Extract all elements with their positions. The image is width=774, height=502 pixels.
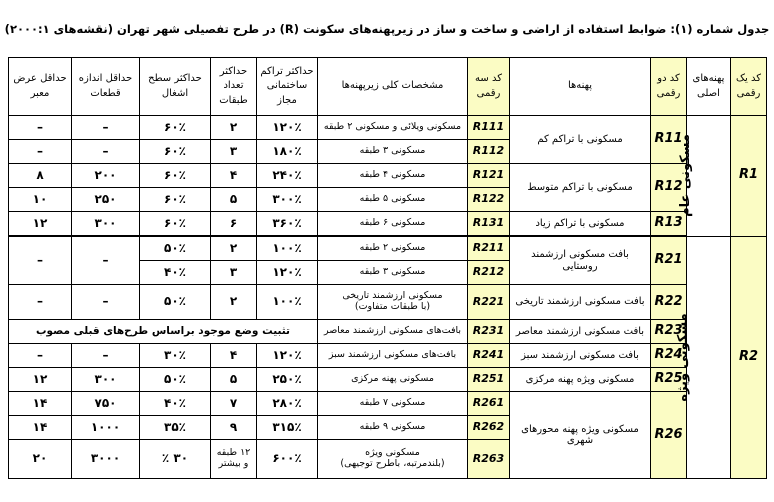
density-cell: ۱۰۰٪ [257,236,318,261]
coverage-cell: ۶۰٪ [140,116,211,140]
lot-cell: ۳۰۰ [72,368,140,392]
header-max-floors: حداکثر تعداد طبقات [211,58,257,116]
zone-name-r26: مسکونی ویژه پهنه محورهای شهری [510,392,651,479]
floors-cell: ۷ [211,392,257,416]
road-cell: ۸ [9,164,72,188]
group-name-r2 [675,236,731,479]
road-cell: – [9,344,72,368]
sub-code: R111 [468,116,510,140]
group-code-r2: R2 [731,236,767,479]
sub-desc: مسکونی ۴ طبقه [318,164,468,188]
road-cell: – [9,116,72,140]
stabilize-note: تثبیت وضع موجود براساس طرح‌های قبلی مصوب [9,320,318,344]
sub-code: R263 [468,440,510,479]
coverage-cell: ۶۰٪ [140,188,211,212]
sub-code: R251 [468,368,510,392]
road-cell: ۱۴ [9,416,72,440]
table-row [9,285,767,320]
coverage-cell: ۶۰٪ [140,140,211,164]
lot-cell: ۲۵۰ [72,188,140,212]
group-code-r1: R1 [731,116,767,237]
coverage-cell: ۵۰٪ [140,285,211,320]
lot-cell: ۳۰۰ [72,212,140,237]
floors-cell: ۲ [211,236,257,261]
zone-name-r11: مسکونی با تراکم کم [510,116,651,164]
sub-desc: مسکونی ۹ طبقه [318,416,468,440]
table-row [9,368,767,392]
density-cell: ۱۲۰٪ [257,344,318,368]
floors-cell: ۳ [211,261,257,285]
header-min-lot: حداقل اندازه قطعات [72,58,140,116]
sub-desc-line2: (بلندمرتبه، باطرح توجیهی) [340,458,445,469]
lot-cell: ۲۰۰ [72,164,140,188]
lot-cell: – [72,344,140,368]
density-cell: ۳۶۰٪ [257,212,318,237]
table-title: جدول شماره (۱): ضوابط استفاده از اراضی و ساخت و ساز در زیرپهنه‌های سکونت (R) در طرح تفصیلی شهر تهران (نقشه‌های ۲۰۰۰:۱) [4,22,770,36]
road-cell: ۲۰ [9,440,72,479]
sub-desc: مسکونی ۳ طبقه [318,140,468,164]
sub-desc: مسکونی ویلائی و مسکونی ۲ طبقه [318,116,468,140]
zone-code-r12: R12 [651,164,687,212]
lot-cell: ۳۰۰۰ [72,440,140,479]
lot-cell: ۱۰۰۰ [72,416,140,440]
table-row [9,116,767,140]
road-cell: – [9,236,72,285]
density-cell: ۱۲۰٪ [257,116,318,140]
floors-cell: ۲ [211,116,257,140]
lot-cell: – [72,285,140,320]
floors-cell: ۳ [211,140,257,164]
sub-code: R112 [468,140,510,164]
coverage-cell: ۶۰٪ [140,164,211,188]
sub-desc: بافت‌های مسکونی ارزشمند سبز [318,344,468,368]
sub-desc: مسکونی ۶ طبقه [318,212,468,237]
sub-code: R211 [468,236,510,261]
sub-desc: مسکونی پهنه مرکزی [318,368,468,392]
coverage-cell: ۵۰٪ [140,368,211,392]
lot-cell: – [72,140,140,164]
table-row [9,236,767,261]
sub-desc: مسکونی ۳ طبقه [318,261,468,285]
zone-code-r24: R24 [651,344,687,368]
zone-code-r21: R21 [651,236,687,285]
density-cell: ۱۲۰٪ [257,261,318,285]
sub-desc-line2: (با طبقات متفاوت) [354,301,431,312]
zone-name-r22: بافت مسکونی ارزشمند تاریخی [510,285,651,320]
sub-desc: مسکونی ۵ طبقه [318,188,468,212]
zone-name-r13: مسکونی با تراکم زیاد [510,212,651,237]
header-max-coverage: حداکثر سطح اشغال [140,58,211,116]
density-cell: ۱۰۰٪ [257,285,318,320]
road-cell: ۱۴ [9,392,72,416]
sub-desc [318,440,468,479]
zone-code-r22: R22 [651,285,687,320]
floors-cell: ۵ [211,188,257,212]
sub-code: R221 [468,285,510,320]
road-cell: – [9,140,72,164]
floors-cell: ۲ [211,285,257,320]
header-sub-spec: مشخصات کلی زیرپهنه‌ها [318,58,468,116]
density-cell: ۳۰۰٪ [257,188,318,212]
lot-cell: ۷۵۰ [72,392,140,416]
header-code1: کد یک رقمی [731,58,767,116]
table-row [9,212,767,237]
zone-name-r21: بافت مسکونی ارزشمند روستایی [510,236,651,285]
zone-name-r23: بافت مسکونی ارزشمند معاصر [510,320,651,344]
sub-desc: مسکونی ۷ طبقه [318,392,468,416]
sub-desc-line1: مسکونی ارزشمند تاریخی [342,290,443,302]
coverage-cell: ۳۵٪ [140,416,211,440]
road-cell: – [9,285,72,320]
coverage-cell: ۴۰٪ [140,392,211,416]
sub-code: R122 [468,188,510,212]
density-cell: ۲۴۰٪ [257,164,318,188]
density-cell: ۳۱۵٪ [257,416,318,440]
sub-code: R231 [468,320,510,344]
group-name-r2-text: مسکونی ویژه [675,313,691,402]
floors-cell: ۹ [211,416,257,440]
sub-desc-line1: مسکونی ویژه [365,447,420,459]
lot-cell: – [72,116,140,140]
road-cell: ۱۰ [9,188,72,212]
coverage-cell: ۳۰٪ [140,344,211,368]
density-cell: ۱۸۰٪ [257,140,318,164]
floors-line2: و بیشتر [218,458,249,469]
coverage-cell: ۴۰٪ [140,261,211,285]
zone-code-r23: R23 [651,320,687,344]
sub-desc: بافت‌های مسکونی ارزشمند معاصر [318,320,468,344]
zone-code-r26: R26 [651,392,687,479]
lot-cell: – [72,236,140,285]
sub-code: R212 [468,261,510,285]
header-max-density: حداکثر تراکم ساختمانی مجاز [257,58,318,116]
zone-name-r24: بافت مسکونی ارزشمند سبز [510,344,651,368]
sub-desc: مسکونی ۲ طبقه [318,236,468,261]
group-name-r1-text: مسکونی عام [678,134,694,218]
road-cell: ۱۲ [9,212,72,237]
sub-code: R261 [468,392,510,416]
floors-cell: ۴ [211,164,257,188]
zone-name-r12: مسکونی با تراکم متوسط [510,164,651,212]
coverage-cell: ۵۰٪ [140,236,211,261]
floors-cell [211,440,257,479]
header-main-zone: پهنه‌های اصلی [687,58,731,116]
sub-code: R121 [468,164,510,188]
sub-code: R131 [468,212,510,237]
table-row [9,320,767,344]
coverage-cell: ۶۰٪ [140,212,211,237]
floors-cell: ۴ [211,344,257,368]
zone-code-r13: R13 [651,212,687,237]
group-name-r1 [678,116,731,237]
floors-cell: ۵ [211,368,257,392]
header-zones: پهنه‌ها [510,58,651,116]
density-cell: ۶۰۰٪ [257,440,318,479]
sub-code: R262 [468,416,510,440]
road-cell: ۱۲ [9,368,72,392]
table-row [9,392,767,416]
zone-code-r11: R11 [651,116,687,164]
floors-line1: ۱۲ طبقه [216,447,251,459]
header-min-road: حداقل عرض معبر [9,58,72,116]
zoning-table [8,57,767,479]
zone-name-r25: مسکونی ویژه پهنه مرکزی [510,368,651,392]
density-cell: ۲۸۰٪ [257,392,318,416]
coverage-cell: ۳۰ ٪ [140,440,211,479]
header-code2: کد دو رقمی [651,58,687,116]
density-cell: ۲۵۰٪ [257,368,318,392]
floors-cell: ۶ [211,212,257,237]
sub-code: R241 [468,344,510,368]
header-row [9,58,767,116]
zone-code-r25: R25 [651,368,687,392]
header-code3: کد سه رقمی [468,58,510,116]
sub-desc [318,285,468,320]
